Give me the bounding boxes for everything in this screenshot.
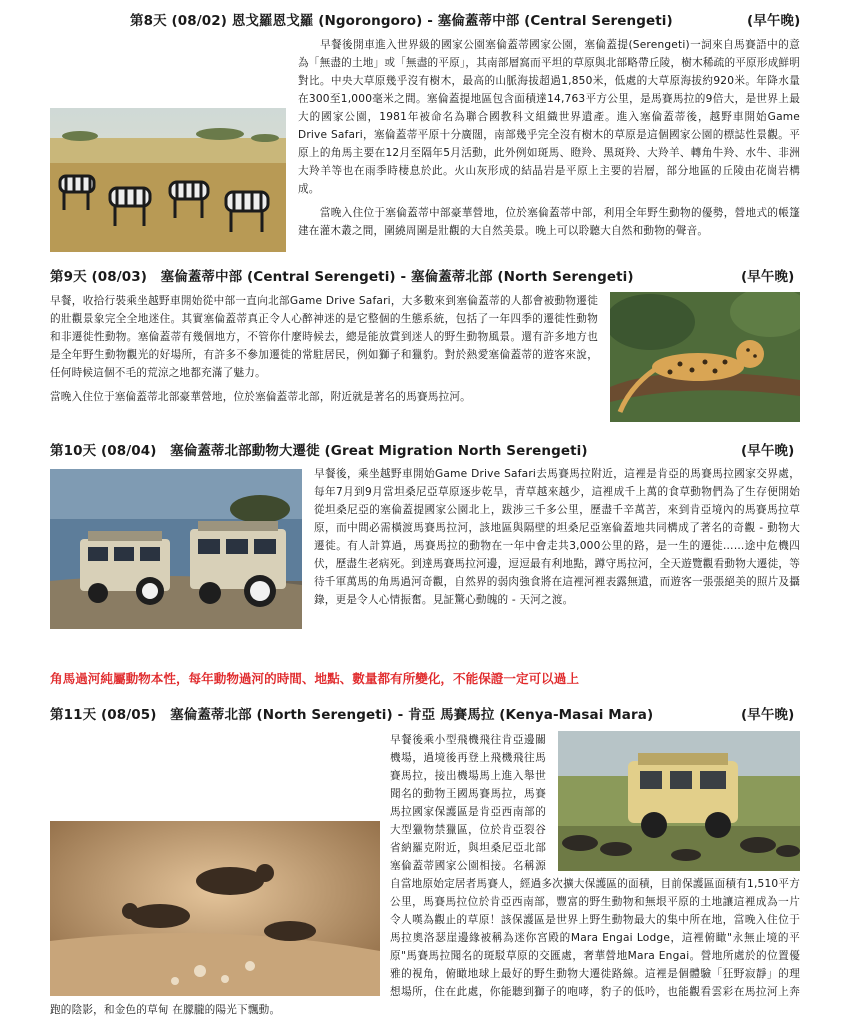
day11-title: 第11天 (08/05) 塞倫蓋蒂北部 (North Serengeti) - 肯亞 馬賽馬拉 (Kenya-Masai Mara)	[50, 707, 654, 723]
day9-meals: (早午晚)	[741, 269, 795, 285]
day8-intro: 早餐後開車進入世界級的國家公園塞倫蓋蒂國家公園，塞倫蓋提(Serengeti)一詞來自馬賽語中的意為「無盡的土地」或「無盡的平原」，其南部層窩而平坦的草原與北部略帶丘陵，樹木稀疏的平原形成鮮明對比。中央大草原幾乎沒有樹木，最高的山脈海拔超過1,850米，低處的大草原海拔約920米。年降水量在300至1,000毫米之間。塞倫蓋提地區包含面積達14,763平方公里，是馬賽馬拉的9倍大，是世界上最大的國家公園，1981年被命名為聯合國教科文組織世界遺產。進入塞倫蓋蒂後，越野車開始Game Drive Safari，塞倫蓋蒂平原十分廣闊，南部幾乎完全沒有樹木的草原是這個國家公園的標誌性景觀。平原上的角馬主要在12月至隔年5月活動，此外例如斑馬、瞪羚、黑斑羚、大羚羊、轉角牛羚、水牛、非洲大羚羊等也在雨季時棲息於此。火山灰形成的結晶岩是平原上主要的岩層，部分地區的丘陵由花崗岩構成。	[298, 39, 801, 195]
safari-jeeps-photo	[50, 469, 302, 629]
zebra-herd-photo	[50, 108, 286, 252]
day9-hotel: 當晚入住位于塞倫蓋蒂北部豪華營地，位於塞倫蓋蒂北部，附近就是著名的馬賽馬拉河。	[50, 391, 471, 403]
day10-intro: 早餐後，乘坐越野車開始Game Drive Safari去馬賽馬拉附近，這裡是肯亞的馬賽馬拉國家交界處，每年7月到9月當坦桑尼亞草原逐步乾旱，青草越來越少，這裡成千上萬的食草動物們為了生存便開始從坦桑尼亞的塞倫蓋提國家公園北上，跋涉三千多公里，歷盡千辛萬苦，來到肯亞境內的馬賽馬拉草原，而中間必需橫渡馬賽馬拉河，該地區與隔壁的坦桑尼亞塞倫蓋地共同構成了著名的奇觀 - 動物大遷徙。有人計算過，馬賽馬拉的動物在一年中會走共3,000公里的路，是一生的遷徙……途中危機四伏，歷盡生老病死。到達馬賽馬拉河邊，逗逗最有利地點，蹲守馬拉河，全天遊覽觀看動物大遷徙，等待千軍萬馬的角馬過河奇觀，自然界的弱肉強食將在這裡河裡表露無遺，而遊客一張張絕美的照片及攝錄，更是令人心情振奮。見証驚心動魄的 - 天河之渡。	[314, 468, 800, 606]
jeep-wildebeest-photo	[558, 731, 800, 871]
day11-body	[50, 731, 800, 1016]
day10-body	[50, 465, 800, 657]
day10-meals: (早午晚)	[741, 443, 795, 459]
day11-intro: 早餐後乘小型飛機飛往肯亞邊關機場，過境後再登上飛機飛往馬賽馬拉，接出機場馬上進入舉世聞名的動物王國馬賽馬拉，馬賽馬拉國家保護區是肯亞西南部的大型獵物禁獵區，位於肯亞裂谷省納羅克附近，與坦桑尼亞北部塞倫蓋蒂國家公園相接。名稱源自當地原始定居者馬賽人，經過多次擴大保護區的面積，目前保護區面積有1,510平方公里，馬賽馬拉位於肯亞西南部，豐富的野生動物和無垠平原的土地讓這裡成為一片令人嘆為觀止的草原！該保護區是世界上野生動物最大的集中所在地，當晚入住位于馬拉奧洛瑟崖邊緣被稱為迷你宮殿的Mara Engai Lodge，這裡俯瞰"永無止境的平原"馬賽馬拉聞名的斑駁草原的交匯處，奢華營地Mara Engai。營地所處於的位置優雅的視角，俯瞰地球上最好的野生動物大遷徙路線。這裡是個體驗「狂野寂靜」的理想場所，住在此處，你能聽到獅子的咆哮，豹子的低吟，也能觀看雲彩在馬拉河上奔跑的陰影，和金色的草甸 在朦朧的陽光下飄動。	[50, 734, 800, 1016]
leopard-photo	[610, 292, 800, 422]
day8-body	[50, 36, 800, 252]
crossing-warning: 角馬過河純屬動物本性，每年動物過河的時間、地點、數量都有所變化，不能保證一定可以過上	[50, 671, 579, 686]
day8-hotel: 當晚入住位于塞倫蓋蒂中部豪華營地，位於塞倫蓋蒂中部，利用全年野生動物的優勢，營地式的帳篷建在灌木叢之間，圍繞周圍是壯觀的大自然美景。晚上可以聆聽大自然和動物的聲音。	[298, 207, 800, 237]
day11-meals: (早午晚)	[741, 707, 795, 723]
wildebeest-crossing-photo	[50, 821, 380, 996]
day9-intro: 早餐，收拾行裝乘坐越野車開始從中部一直向北部Game Drive Safari，大多數來到塞倫蓋蒂的人都會被動物遷徙的壯觀景象完全全地迷住。其實塞倫蓋蒂真正令人心醉神迷的是它整個的生態系統，包括了一年四季的遷徙性動物和非遷徙性動物。塞倫蓋蒂有幾個地方，不管你什麼時候去，總是能放賞到迷人的野生動物風景。還有許多地方也是全年野生動物觀光的好場所，有許多不參加遷徙的常駐居民，例如獅子和獵豹。對於熱愛塞倫蓋蒂的遊客來說，任何時候這個不毛的荒涼之地都充滿了魅力。	[50, 295, 598, 379]
day10-title: 第10天 (08/04) 塞倫蓋蒂北部動物大遷徙 (Great Migration North Serengeti)	[50, 443, 588, 459]
day8-title: 第8天 (08/02) 恩戈羅恩戈羅 (Ngorongoro) - 塞倫蓋蒂中部 (Central Serengeti)	[130, 13, 673, 29]
day9-body	[50, 292, 800, 424]
day8-meals: (早午晚)	[747, 13, 801, 29]
day9-title: 第9天 (08/03) 塞倫蓋蒂中部 (Central Serengeti) - 塞倫蓋蒂北部 (North Serengeti)	[50, 269, 634, 285]
